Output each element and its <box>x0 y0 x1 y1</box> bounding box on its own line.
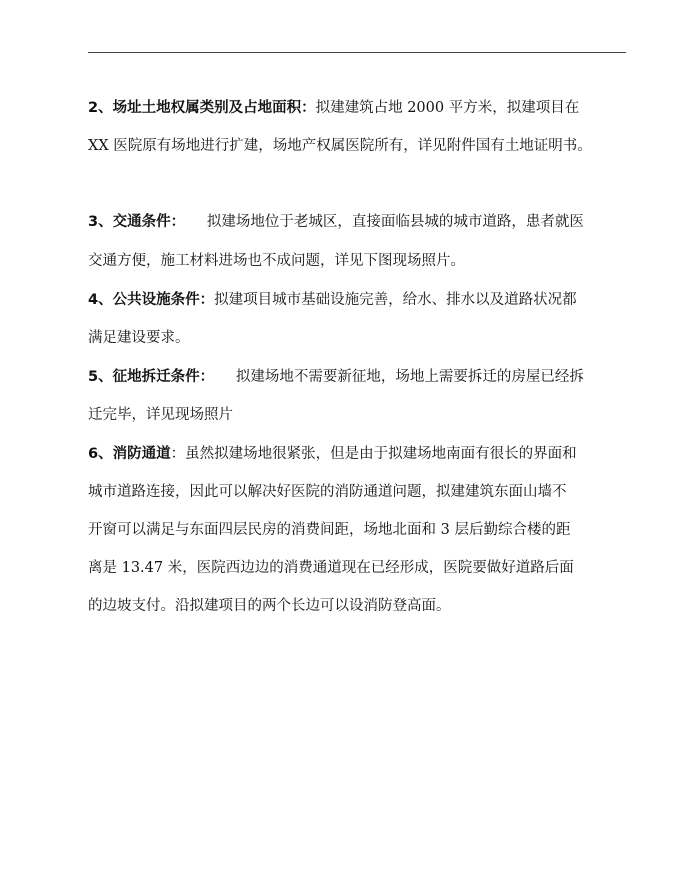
item-2-text-2: XX 医院原有场地进行扩建，场地产权属医院所有，详见附件国有土地证明书。 <box>88 138 592 154</box>
item-4-line-2 <box>88 328 190 348</box>
item-3-line-1 <box>88 212 584 232</box>
item-3-number: 3、 <box>88 214 113 230</box>
item-5-gap <box>207 369 236 385</box>
item-5-heading: 征地拆迁条件： <box>112 369 207 385</box>
item-3-text-2: 交通方便，施工材料进场也不成问题，详见下图现场照片。 <box>88 253 465 269</box>
item-6-line-1 <box>88 444 577 464</box>
item-5-line-2 <box>88 405 233 425</box>
item-6-text-5: 的边坡支付。沿拟建项目的两个长边可以设消防登高面。 <box>88 598 451 614</box>
item-4-text-2: 满足建设要求。 <box>88 330 190 346</box>
item-6-text-2: 城市道路连接，因此可以解决好医院的消防通道问题，拟建建筑东面山墙不 <box>88 484 567 500</box>
item-6-text-4: 离是 13.47 米，医院西边边的消费通道现在已经形成，医院要做好道路后面 <box>88 560 574 576</box>
item-3-line-2 <box>88 251 465 271</box>
header-rule <box>88 52 626 53</box>
item-4-number: 4、 <box>88 292 113 308</box>
item-6-text-1: 虽然拟建场地很紧张，但是由于拟建场地南面有很长的界面和 <box>185 446 577 462</box>
item-3-gap <box>178 214 207 230</box>
item-2-number: 2、 <box>88 100 113 116</box>
item-6-line-3 <box>88 520 570 540</box>
item-4-text-1: 拟建项目城市基础设施完善，给水、排水以及道路状况都 <box>214 292 577 308</box>
item-3-text-1: 拟建场地位于老城区，直接面临县城的城市道路，患者就医 <box>206 214 584 230</box>
item-4-line-1 <box>88 290 577 310</box>
item-6-heading: 消防通道 <box>112 446 171 462</box>
item-5-text-1: 拟建场地不需要新征地，场地上需要拆迁的房屋已经拆 <box>235 369 584 385</box>
item-6-text-3: 开窗可以满足与东面四层民房的消费间距，场地北面和 3 层后勤综合楼的距 <box>88 522 571 538</box>
item-2-text-1: 拟建建筑占地 2000 平方米，拟建项目在 <box>315 100 580 116</box>
item-5-number: 5、 <box>88 369 113 385</box>
item-6-line-2 <box>88 482 567 502</box>
item-6-number: 6、 <box>88 446 113 462</box>
item-4-heading: 公共设施条件： <box>112 292 215 308</box>
item-2-line-2 <box>88 136 592 156</box>
item-5-line-1 <box>88 367 584 387</box>
item-5-text-2: 迁完毕，详见现场照片 <box>88 407 233 423</box>
item-2-heading: 场址土地权属类别及占地面积： <box>112 100 316 116</box>
item-6-line-4 <box>88 558 574 578</box>
item-6-gap: ： <box>170 446 186 462</box>
item-2-line-1 <box>88 98 579 118</box>
item-3-heading: 交通条件： <box>112 214 178 230</box>
item-6-line-5 <box>88 596 451 616</box>
